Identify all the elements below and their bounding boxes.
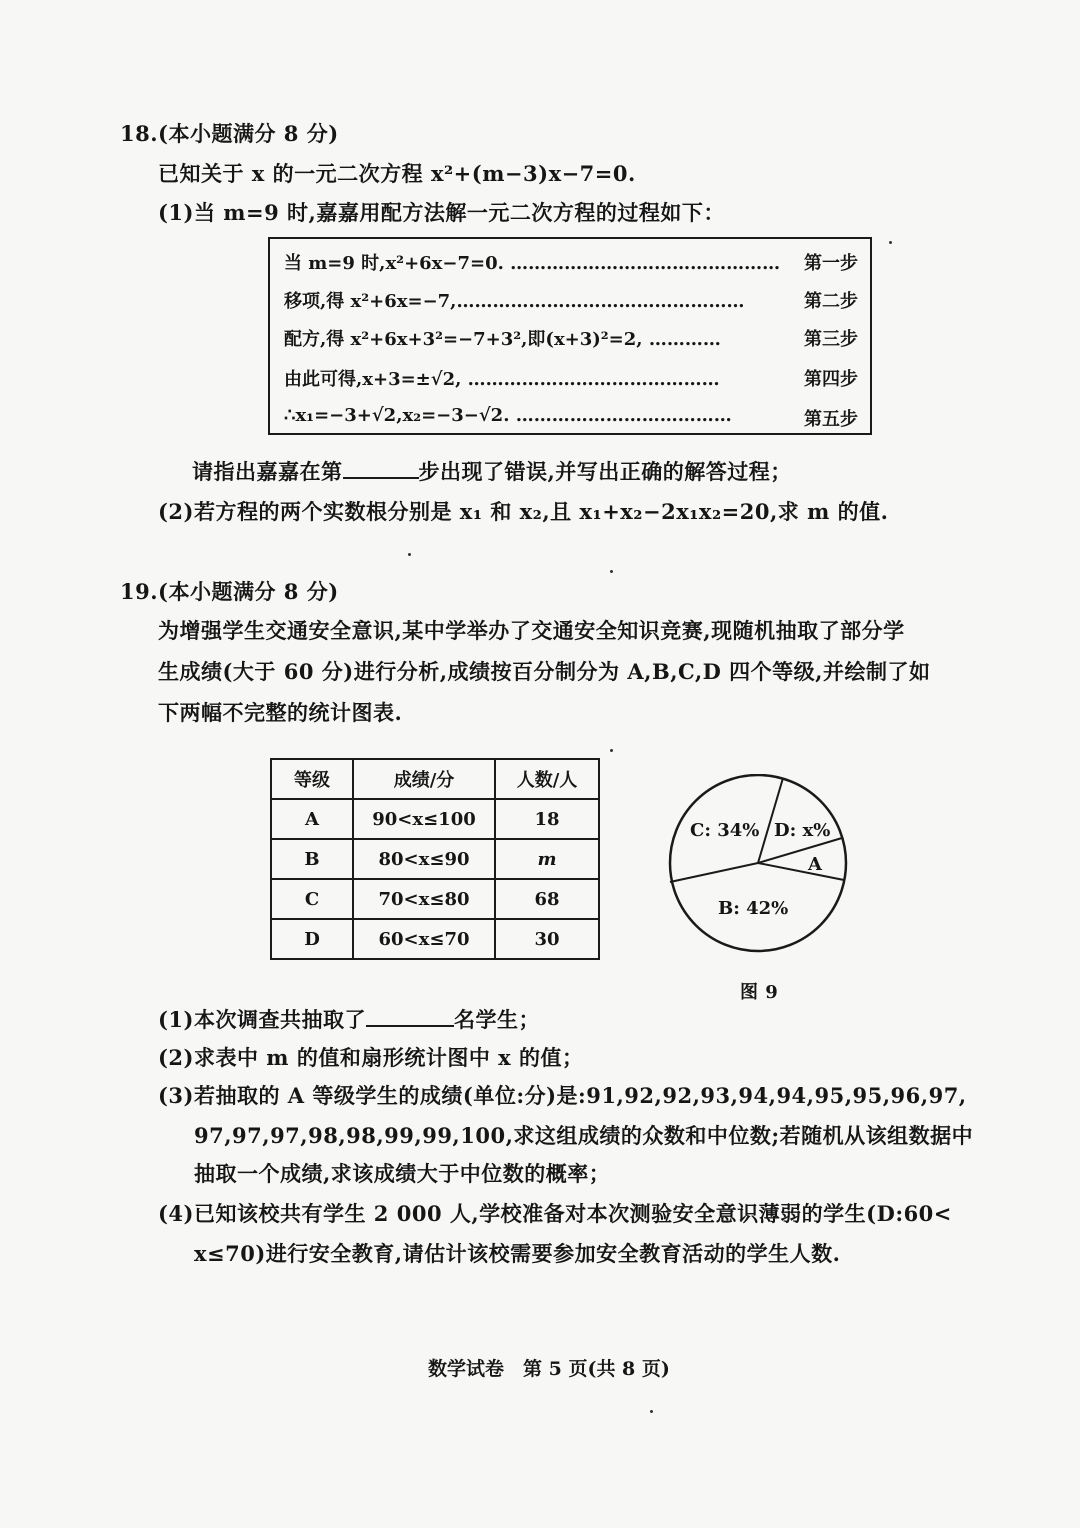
table-header-row <box>271 759 599 799</box>
table-cell: 80<x≤90 <box>353 839 495 879</box>
answer-blank-count[interactable] <box>366 1025 454 1027</box>
grade-table <box>270 758 600 960</box>
scan-speck <box>610 570 613 573</box>
table-cell: D <box>271 919 353 959</box>
table-cell: B <box>271 839 353 879</box>
step-2-label: 第二步 <box>804 291 858 312</box>
step-3-label: 第三步 <box>804 329 858 350</box>
table-cell: 68 <box>495 879 599 919</box>
solution-steps-box <box>268 237 872 435</box>
q18-part2: (2)若方程的两个实数根分别是 x₁ 和 x₂,且 x₁+x₂−2x₁x₂=20,求 m 的值. <box>158 499 889 524</box>
table-cell: m <box>495 839 599 879</box>
q18-heading: 18.(本小题满分 8 分) <box>120 121 339 146</box>
table-cell: 60<x≤70 <box>353 919 495 959</box>
step-1-label: 第一步 <box>804 253 858 274</box>
q18-part1-question-a: 请指出嘉嘉在第 <box>192 459 343 484</box>
q19-q3-line-1: (3)若抽取的 A 等级学生的成绩(单位:分)是:91,92,92,93,94,94,95,95,96,97, <box>158 1083 967 1108</box>
pie-divider-d-a <box>758 838 842 863</box>
q19-q1-b: 名学生； <box>453 1007 540 1032</box>
q19-q4-line-2: x≤70)进行安全教育,请估计该校需要参加安全教育活动的学生人数. <box>194 1241 841 1266</box>
pie-label-a: A <box>808 854 822 875</box>
q19-q4-line-1: (4)已知该校共有学生 2 000 人,学校准备对本次测验安全意识薄弱的学生(D:60< <box>158 1201 952 1226</box>
scan-speck <box>889 241 892 244</box>
scan-speck <box>610 749 613 752</box>
pie-divider-a-b <box>758 863 844 880</box>
q18-part1-intro: (1)当 m=9 时,嘉嘉用配方法解一元二次方程的过程如下： <box>158 200 725 225</box>
answer-blank-step[interactable] <box>343 477 419 479</box>
table-header: 等级 <box>271 759 353 799</box>
figure-caption: 图 9 <box>740 982 779 1003</box>
q19-intro-line-2: 生成绩(大于 60 分)进行分析,成绩按百分制分为 A,B,C,D 四个等级,并绘制了如 <box>158 659 931 684</box>
step-3-text: 配方,得 x²+6x+3²=−7+3²,即(x+3)²=2, ………… <box>284 329 721 350</box>
page-footer: 数学试卷 第 5 页(共 8 页) <box>428 1358 670 1380</box>
table-row <box>271 879 599 919</box>
q19-q3-line-2: 97,97,97,98,98,99,99,100,求这组成绩的众数和中位数;若随机从该组数据中 <box>194 1123 974 1148</box>
q19-q2: (2)求表中 m 的值和扇形统计图中 x 的值； <box>158 1045 584 1070</box>
q19-q3-line-3: 抽取一个成绩,求该成绩大于中位数的概率； <box>194 1161 611 1186</box>
step-1-text: 当 m=9 时,x²+6x−7=0. ……………………………………… <box>284 253 781 274</box>
table-row <box>271 839 599 879</box>
q18-intro: 已知关于 x 的一元二次方程 x²+(m−3)x−7=0. <box>158 161 636 186</box>
q18-part1-question-b: 步出现了错误,并写出正确的解答过程； <box>418 459 792 484</box>
table-cell: 18 <box>495 799 599 839</box>
table-header: 成绩/分 <box>353 759 495 799</box>
table-row <box>271 919 599 959</box>
step-4-label: 第四步 <box>804 369 858 390</box>
step-2-text: 移项,得 x²+6x=−7,………………………………………… <box>284 291 745 312</box>
table-cell: C <box>271 879 353 919</box>
pie-divider-b-c <box>670 863 758 882</box>
pie-label-c: C: 34% <box>690 820 760 841</box>
table-cell: 90<x≤100 <box>353 799 495 839</box>
q19-q1-a: (1)本次调查共抽取了 <box>158 1007 366 1032</box>
table-cell: 30 <box>495 919 599 959</box>
q19-heading: 19.(本小题满分 8 分) <box>120 579 339 604</box>
scan-speck <box>408 553 411 556</box>
q19-intro-line-1: 为增强学生交通安全意识,某中学举办了交通安全知识竞赛,现随机抽取了部分学 <box>158 618 905 643</box>
step-4-text: 由此可得,x+3=±√2, …………………………………… <box>284 369 720 390</box>
table-cell: A <box>271 799 353 839</box>
table-header: 人数/人 <box>495 759 599 799</box>
scan-speck <box>650 1410 653 1413</box>
q18-part1-question <box>192 456 792 486</box>
q19-intro-line-3: 下两幅不完整的统计图表. <box>158 700 403 725</box>
pie-label-d: D: x% <box>774 820 831 841</box>
pie-label-b: B: 42% <box>718 898 789 919</box>
table-cell: 70<x≤80 <box>353 879 495 919</box>
step-5-text: ∴x₁=−3+√2,x₂=−3−√2. ……………………………… <box>284 405 732 426</box>
q19-q1 <box>158 1004 540 1034</box>
table-row <box>271 799 599 839</box>
step-5-label: 第五步 <box>804 409 858 430</box>
pie-chart <box>660 774 860 964</box>
